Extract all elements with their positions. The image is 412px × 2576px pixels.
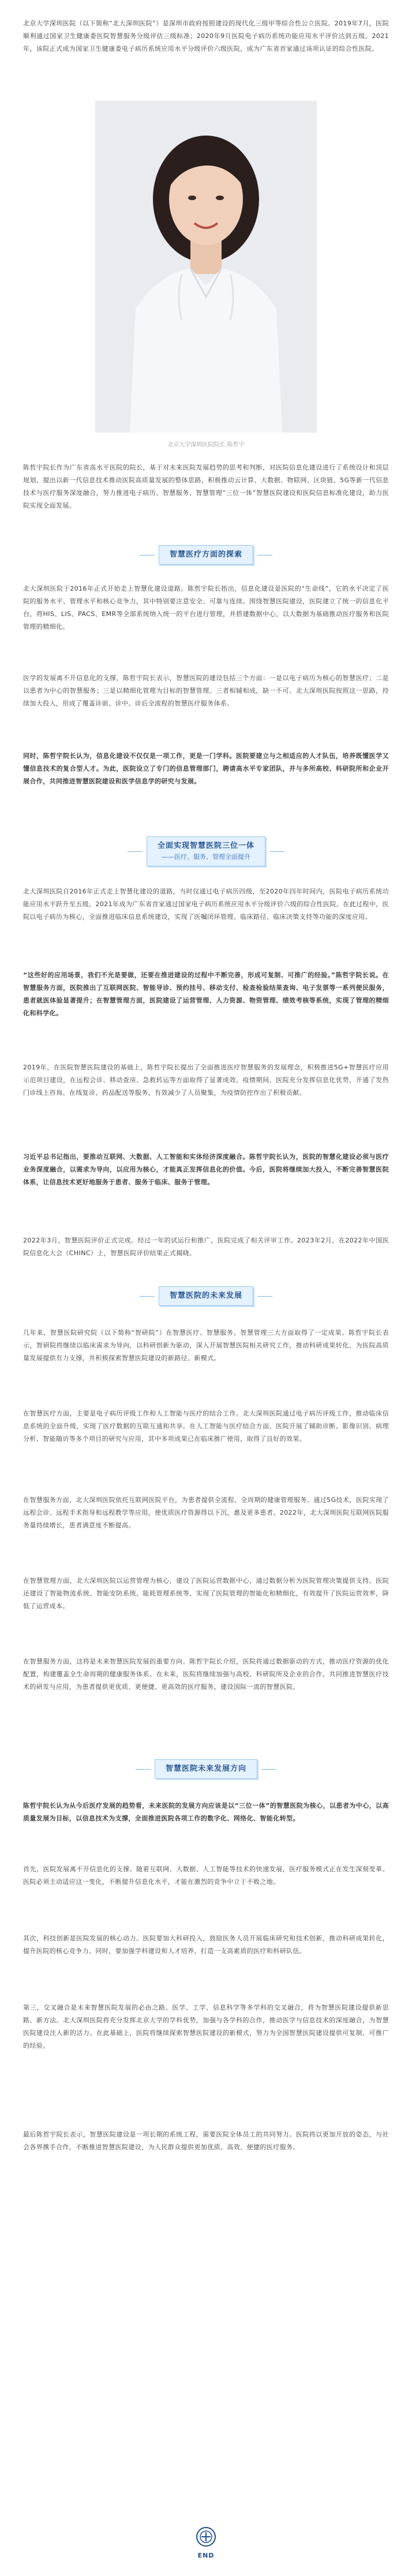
portrait-photo bbox=[95, 101, 317, 433]
paragraph-13: 在智慧管理方面，北大深圳医院以运营管理为核心，建设了医院运营数据中心，通过数据分析为医院管理决策提供支持。医院还建设了智能物流系统、智能安防系统、能耗管理系统等，实现了医院管理的智能化和精细化，有效提升了医院运营效率，降低了运营成本。 bbox=[23, 1577, 389, 1610]
paragraph-7: 2019年，在医院智慧医院建设的基础上，陈哲宇院长提出了全面推进医疗智慧服务的发展理念，积极推进5G+智慧医疗应用示范项目建设，在远程会诊、移动查房、急救转运等方面取得了显著成效。疫情期间，医院充分发挥信息化优势，开通了发热门诊线上咨询、在线复诊、药品配送等服务，有效减少了人员聚集，为疫情防控作出了积极贡献。 bbox=[23, 1064, 389, 1097]
paragraph-5: 北大深圳医院自2016年正式走上智慧化建设的道路，当时仅通过电子病历四级，至2020年四年时间内，医院电子病历系统功能应用水平跃升至五级，2021年成为广东省首家通过国家电子病历系统应用水平分级评价六级的综合性医院。在此过程中，医院以电子病历为核心，全面推进临床信息系统建设，实现了医嘱闭环管理、临床路径、临床决策支持等功能的深度应用。 bbox=[23, 888, 389, 921]
paragraph-17: 其次，科技创新是医院发展的核心动力。医院要加大科研投入，鼓励医务人员开展临床研究和技术创新，推动科研成果转化，提升医院的核心竞争力。同时，要加强学科建设和人才培养，打造一支高素质的医疗和科研队伍。 bbox=[23, 1935, 389, 1955]
paragraph-14: 在智慧服务方面，这将是未来智慧医院发展的重要方向。陈哲宇院长介绍，医院将通过数据驱动的方式，推动医疗资源的优化配置，构建覆盖全生命周期的健康服务体系。在未来，医院将继续加强与高校、科研院所及企业的合作，共同推进智慧医疗技术的研发与应用，为患者提供更优质、更便捷、更高效的医疗服务，建设国际一流的智慧医院。 bbox=[23, 1658, 389, 1691]
section-banner-2 bbox=[0, 836, 412, 866]
hospital-logo-icon bbox=[196, 2526, 216, 2547]
portrait-illustration bbox=[95, 101, 317, 433]
paragraph-12: 在智慧服务方面，北大深圳医院依托互联网医院平台，为患者提供全流程、全周期的健康管理服务。通过5G技术，医院实现了远程会诊、远程手术指导和远程教学等应用，使优质医疗资源得以下沉，惠及更多患者。2022年，北大深圳医院互联网医院服务量持续增长，患者满意度不断提高。 bbox=[23, 1496, 389, 1529]
paragraph-8: 习近平总书记指出，要推动互联网、大数据、人工智能和实体经济深度融合。陈哲宇院长认为，医院的智慧化建设必须与医疗业务深度融合，以需求为导向，以应用为核心，才能真正发挥信息化的价值。今后，医院将继续加大投入，不断完善智慧医院体系，让信息技术更好地服务于患者、服务于临床、服务于管理。 bbox=[23, 1153, 389, 1186]
intro-paragraph: 北京大学深圳医院（以下简称“北大深圳医院”）是深圳市政府按照建设的现代化三级甲等综合性公立医院。2019年7月，医院顺利通过国家卫生健康委医院智慧服务分级评估三级标准；2020年9月医院电子病历系统功能应用水平评价达到五级。2021年，该院正式成为国家卫生健康委电子病历系统应用水平分级评价六级医院，成为广东省首家通过该项认证的综合性医院。 bbox=[23, 20, 389, 52]
paragraph-15: 陈哲宇院长认为从今后医疗发展的趋势看，未来医院的发展方向应该是以“三位一体”的智慧医院为核心，以患者为中心，以高质量发展为目标，以信息技术为支撑，全面推进医院各项工作的数字化、网络化、智能化转型。 bbox=[23, 1802, 389, 1822]
paragraph-6: “这些好的应用场景，我们不光是要做，还要在推进建设的过程中不断完善，形成可复制、可推广的经验。”陈哲宇院长说。在智慧服务方面，医院推出了互联网医院、智能导诊、预约挂号、移动支付、检查检验结果查询、电子发票等一系列便民服务，患者就医体验显著提升；在智慧管理方面，医院建设了运营管理、人力资源、物资管理、绩效考核等系统，实现了管理的精细化和科学化。 bbox=[23, 971, 389, 1017]
section-title-4: 智慧医院未来发展方向 bbox=[165, 1764, 246, 1773]
paragraph-11: 在智慧医疗方面，主要是电子病历评级工作和人工智能与医疗的结合工作。北大深圳医院通过电子病历评级工作，推动临床信息系统的全面升级，实现了医疗数据的互联互通和共享。在人工智能与医疗结合方面，医院开展了辅助诊断、影像识别、病理分析、智能随访等多个项目的研究与应用，其中多项成果已在临床推广使用，取得了良好的效果。 bbox=[23, 1410, 389, 1443]
end-marker: END bbox=[197, 2552, 215, 2559]
section-title-1: 智慧医疗方面的探索 bbox=[169, 550, 242, 559]
section-title-2: 全面实现智慧医院三位一体 bbox=[157, 842, 254, 850]
section-subtitle-2: ——医疗、服务、管理全面提升 bbox=[161, 853, 250, 861]
paragraph-4: 同时，陈哲宇院长认为，信息化建设不仅仅是一项工作，更是一门学科。医院要建立与之相适应的人才队伍，培养既懂医学又懂信息技术的复合型人才。为此，医院设立了专门的信息管理部门，聘请高水平专家团队，并与多所高校、科研院所和企业开展合作，共同推进智慧医院建设和医学信息学的研究与发展。 bbox=[23, 752, 389, 785]
paragraph-2: 北大深圳医院于2016年正式开始走上智慧化建设道路。陈哲宇院长指出，信息化建设是医院的“生命线”，它的水平决定了医院的服务水平、管理水平和核心竞争力，其中特别要注意安全、可靠与连续。围绕智慧医院建设，医院建立了统一的信息化平台，将HIS、LIS、PACS、EMR等全部系统纳入统一的平台进行管理，并搭建数据中心，以大数据为基础推动医疗服务和医院管理的精细化。 bbox=[23, 585, 389, 630]
section-banner-3 bbox=[0, 1286, 412, 1306]
photo-caption: 北京大学深圳医院院长 陈哲宇 bbox=[167, 442, 245, 448]
section-title-3: 智慧医院的未来发展 bbox=[169, 1291, 242, 1300]
paragraph-9: 2022年3月，智慧医院评价正式完成。经过一年的试运行和推广，医院完成了相关评审工作。2023年2月，在2022年中国医院信息化大会（CHINC）上，智慧医院评价结果正式揭晓。 bbox=[23, 1237, 389, 1257]
paragraph-18: 第三，交叉融合是未来智慧医院发展的必由之路。医学、工学、信息科学等多学科的交叉融合，将为智慧医院建设提供新思路、新方法。北大深圳医院将充分发挥北京大学的学科优势，加强与各学科的合作，推动医学与信息技术的深度融合，为智慧医院建设注入新的活力。在此基础上，医院将继续探索智慧医院建设的新模式，努力为全国智慧医院建设提供可复制、可推广的经验。 bbox=[23, 2004, 389, 2049]
paragraph-3: 医学的发展离不开信息化的支撑，陈哲宇院长表示，智慧医院的建设包括三个方面：一是以电子病历为核心的智慧医疗；二是以患者为中心的智慧服务；三是以精细化管理为目标的智慧管理。三者相辅相成，缺一不可。北大深圳医院按照这一思路，持续加大投入，形成了覆盖诊前、诊中、诊后全流程的智慧医疗服务体系。 bbox=[23, 674, 389, 707]
paragraph-19: 最后陈哲宇院长表示，智慧医院建设是一项长期的系统工程，需要医院全体员工的共同努力。医院将以更加开放的姿态，与社会各界携手合作，不断推进智慧医院建设，为人民群众提供更加优质、高效、便捷的医疗服务。 bbox=[23, 2131, 389, 2151]
section-banner-4 bbox=[0, 1759, 412, 1779]
paragraph-16: 首先，医院发展离不开信息化的支撑。随着互联网、大数据、人工智能等技术的快速发展，医疗服务模式正在发生深刻变革。医院必须主动适应这一变化，不断提升信息化水平，才能在激烈的竞争中立于不败之地。 bbox=[23, 1865, 389, 1886]
paragraph-1: 陈哲宇院长作为广东省高水平医院的院长，基于对未来医院发展趋势的思考和判断，对医院信息化建设进行了系统设计和顶层规划，提出以新一代信息技术推动医院高质量发展的整体思路，积极推动云计算、大数据、物联网、区块链、5G等新一代信息技术与医疗服务深度融合，努力推进电子病历、智慧服务、智慧管理“三位一体”智慧医院建设和医院信息标准化建设，助力医院实现全面发展。 bbox=[23, 464, 389, 509]
section-banner-1 bbox=[0, 545, 412, 565]
paragraph-10: 几年来，智慧医院研究院（以下简称“智研院”）在智慧医疗、智慧服务、智慧管理三大方面取得了一定成果。陈哲宇院长表示，智研院将继续以临床需求为导向，以科研创新为驱动，深入开展智慧医院相关研究工作，推动科研成果转化，为医院高质量发展提供有力支撑，并积极探索智慧医院建设的新路径、新模式。 bbox=[23, 1329, 389, 1362]
